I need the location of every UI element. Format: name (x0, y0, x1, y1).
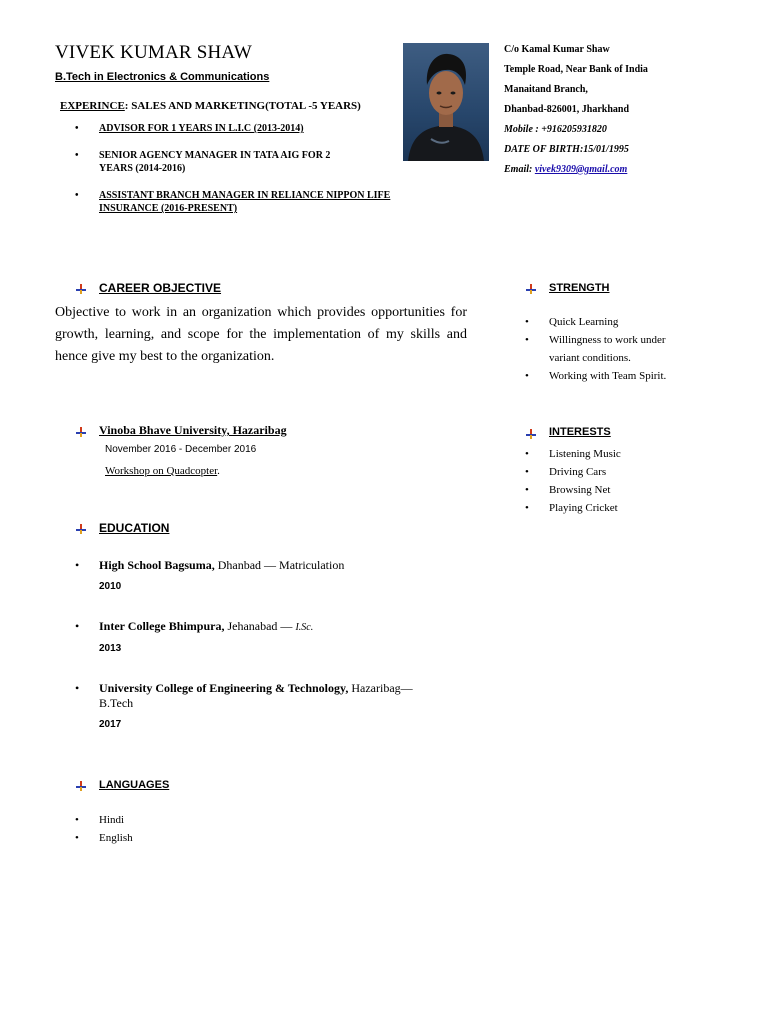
strength-item: • Working with Team Spirit. (525, 367, 695, 385)
pushpin-icon (75, 523, 87, 535)
degree-title: B.Tech in Electronics & Communications (55, 71, 270, 83)
contact-block (504, 42, 754, 182)
candidate-name: VIVEK KUMAR SHAW (55, 42, 252, 63)
contact-line: Temple Road, Near Bank of India (504, 64, 648, 75)
interest-item: • Playing Cricket (525, 499, 695, 517)
career-objective-heading: CAREER OBJECTIVE (99, 281, 222, 295)
strength-list (525, 313, 695, 385)
languages-list (75, 811, 275, 847)
school-details: Jehanabad — (224, 619, 296, 633)
email-link[interactable]: vivek9309@gmail.com (534, 164, 628, 175)
experience-item: • ADVISOR FOR 1 YEARS IN L.I.C (2013-2014) (75, 122, 475, 135)
education-year: 2013 (99, 643, 122, 654)
school-details: Hazaribag— B.Tech (99, 681, 413, 710)
contact-line: Dhanbad-826001, Jharkhand (504, 104, 630, 115)
workshop-desc-end: . (217, 465, 220, 477)
experience-label: EXPERINCE (60, 100, 125, 112)
pushpin-icon (525, 283, 537, 295)
profile-photo (403, 43, 489, 161)
workshop-description (105, 465, 220, 477)
education-item (75, 681, 475, 732)
experience-item-text: SENIOR AGENCY MANAGER IN TATA AIG FOR 2 YEARS (2014-2016) (99, 150, 331, 174)
school-details: Dhanbad — Matriculation (214, 558, 345, 572)
date-of-birth: DATE OF BIRTH:15/01/1995 (504, 144, 629, 155)
interest-item: • Driving Cars (525, 463, 695, 481)
interest-item: • Browsing Net (525, 481, 695, 499)
workshop-dates: November 2016 - December 2016 (105, 444, 257, 455)
education-item (75, 558, 475, 594)
email-line (504, 162, 754, 182)
school-name: University College of Engineering & Technology, (99, 681, 349, 695)
interests-list (525, 445, 695, 517)
strength-item: • Quick Learning (525, 313, 695, 331)
school-name: High School Bagsuma, (99, 558, 215, 572)
email-label: Email: (504, 164, 535, 175)
school-name: Inter College Bhimpura, (99, 619, 225, 633)
education-item (75, 619, 475, 656)
strength-heading: STRENGTH (549, 282, 610, 294)
workshop-desc-text: Workshop on Quadcopter (105, 465, 218, 477)
pushpin-icon (75, 780, 87, 792)
education-heading: EDUCATION (99, 521, 170, 535)
education-year: 2017 (99, 719, 122, 730)
workshop-heading: Vinoba Bhave University, Hazaribag (99, 423, 287, 437)
pushpin-icon (525, 428, 537, 440)
interests-heading: INTERESTS (549, 426, 611, 438)
language-item: • Hindi (75, 811, 275, 829)
language-item: • English (75, 829, 275, 847)
school-qualification: I.Sc. (295, 622, 314, 633)
education-year: 2010 (99, 581, 122, 592)
experience-heading (60, 100, 361, 112)
interest-item: • Listening Music (525, 445, 695, 463)
mobile-number: Mobile : +916205931820 (504, 124, 607, 135)
strength-item: • Willingness to work under variant conditions. (525, 331, 695, 367)
career-objective-text: Objective to work in an organization which provides opportunities for growth, learning, and scope for the implementation of my skills and hence give my best to the organization. (55, 305, 467, 364)
education-list (75, 558, 475, 732)
contact-line: Manaitand Branch, (504, 84, 588, 95)
pushpin-icon (75, 283, 87, 295)
experience-item: • ASSISTANT BRANCH MANAGER IN RELIANCE NIPPON LIFE INSURANCE (2016-PRESENT) (75, 189, 439, 215)
experience-summary: : SALES AND MARKETING(TOTAL -5 YEARS) (124, 100, 361, 112)
contact-line: C/o Kamal Kumar Shaw (504, 44, 610, 55)
languages-heading: LANGUAGES (99, 779, 170, 791)
pushpin-icon (75, 426, 87, 438)
